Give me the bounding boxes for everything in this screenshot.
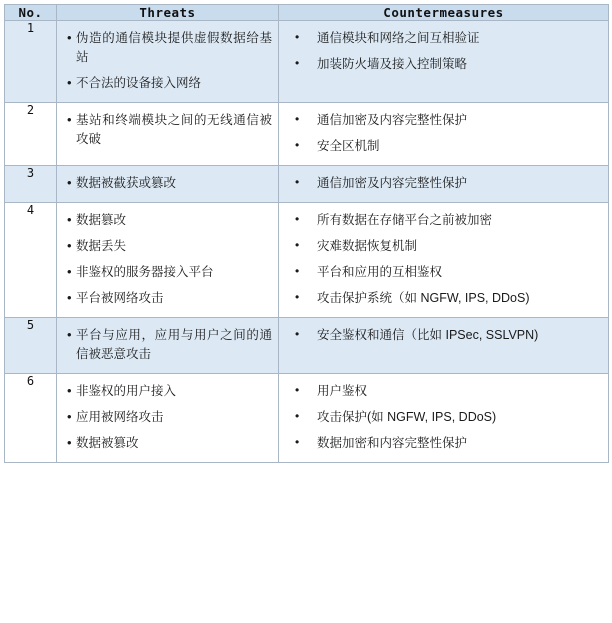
list-item: • 用户鉴权	[295, 382, 602, 401]
header-row	[5, 5, 609, 21]
countermeasure-list	[279, 103, 608, 165]
threat-cell	[57, 166, 279, 203]
list-item: • 平台与应用，应用与用户之间的通信被恶意攻击	[67, 326, 272, 364]
countermeasure-cell	[279, 374, 609, 463]
threat-list	[57, 166, 278, 202]
list-item: • 基站和终端模块之间的无线通信被攻破	[67, 111, 272, 149]
list-item: • 加装防火墙及接入控制策略	[295, 55, 602, 74]
threat-cell	[57, 374, 279, 463]
table-body	[5, 21, 609, 463]
countermeasure-cell	[279, 166, 609, 203]
row-number: 4	[5, 203, 57, 318]
table-row	[5, 103, 609, 166]
threat-list	[57, 203, 278, 317]
list-item: • 平台和应用的互相鉴权	[295, 263, 602, 282]
list-item: • 数据丢失	[67, 237, 272, 256]
threat-cell	[57, 318, 279, 374]
threat-cell	[57, 203, 279, 318]
countermeasure-list	[279, 21, 608, 83]
threat-list	[57, 103, 278, 158]
table-row	[5, 166, 609, 203]
list-item: • 平台被网络攻击	[67, 289, 272, 308]
countermeasure-list	[279, 166, 608, 202]
table-row	[5, 21, 609, 103]
table-row	[5, 374, 609, 463]
column-header-countermeasures: Countermeasures	[279, 5, 609, 21]
list-item: • 攻击保护(如 NGFW, IPS, DDoS)	[295, 408, 602, 427]
threat-cell	[57, 103, 279, 166]
list-item: • 灾难数据恢复机制	[295, 237, 602, 256]
table-header	[5, 5, 609, 21]
list-item: • 通信加密及内容完整性保护	[295, 111, 602, 130]
list-item: • 数据被篡改	[67, 434, 272, 453]
list-item: • 数据加密和内容完整性保护	[295, 434, 602, 453]
countermeasure-list	[279, 203, 608, 317]
column-header-threats: Threats	[57, 5, 279, 21]
list-item: • 非鉴权的服务器接入平台	[67, 263, 272, 282]
list-item: • 应用被网络攻击	[67, 408, 272, 427]
table-row	[5, 318, 609, 374]
list-item: • 所有数据在存储平台之前被加密	[295, 211, 602, 230]
countermeasure-cell	[279, 21, 609, 103]
threat-cell	[57, 21, 279, 103]
list-item: • 数据被截获或篡改	[67, 174, 272, 193]
threat-list	[57, 318, 278, 373]
countermeasure-list	[279, 318, 608, 354]
row-number: 1	[5, 21, 57, 103]
list-item: • 通信加密及内容完整性保护	[295, 174, 602, 193]
countermeasure-cell	[279, 318, 609, 374]
list-item: • 通信模块和网络之间互相验证	[295, 29, 602, 48]
countermeasure-cell	[279, 103, 609, 166]
list-item: • 安全区机制	[295, 137, 602, 156]
countermeasure-list	[279, 374, 608, 462]
threat-list	[57, 374, 278, 462]
list-item: • 数据篡改	[67, 211, 272, 230]
list-item: • 攻击保护系统（如 NGFW, IPS, DDoS)	[295, 289, 602, 308]
list-item: • 不合法的设备接入网络	[67, 74, 272, 93]
row-number: 3	[5, 166, 57, 203]
threat-list	[57, 21, 278, 102]
list-item: • 非鉴权的用户接入	[67, 382, 272, 401]
column-header-no: No.	[5, 5, 57, 21]
list-item: • 伪造的通信模块提供虚假数据给基站	[67, 29, 272, 67]
threats-countermeasures-table	[4, 4, 609, 463]
countermeasure-cell	[279, 203, 609, 318]
row-number: 2	[5, 103, 57, 166]
row-number: 6	[5, 374, 57, 463]
list-item: • 安全鉴权和通信（比如 IPSec, SSLVPN)	[295, 326, 602, 345]
row-number: 5	[5, 318, 57, 374]
table-row	[5, 203, 609, 318]
